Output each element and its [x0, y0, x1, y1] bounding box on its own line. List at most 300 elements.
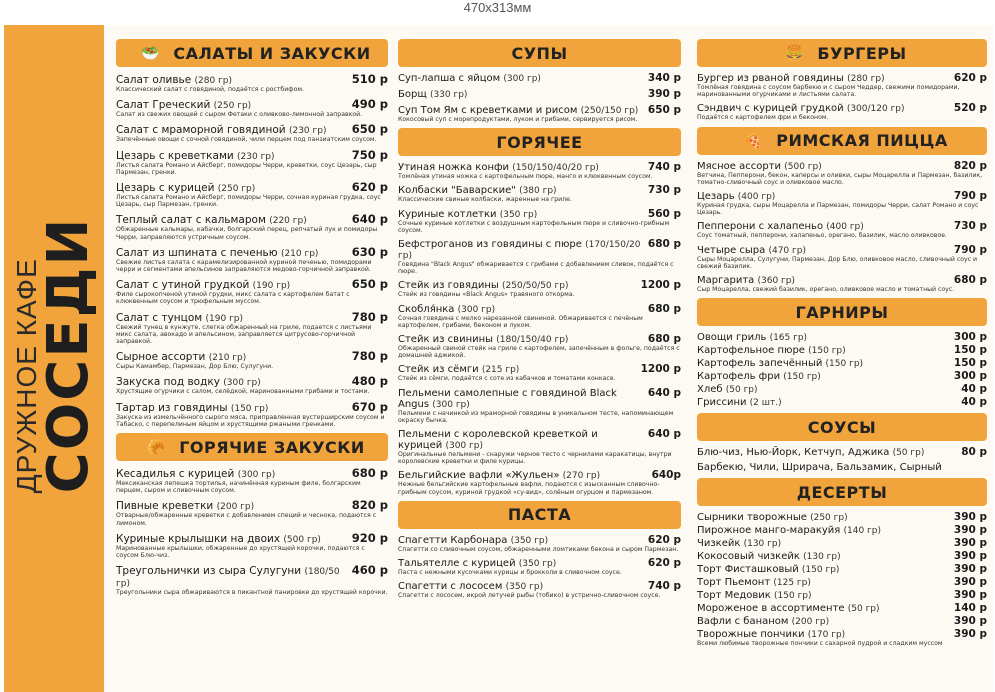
item-weight: (165 гр): [769, 333, 808, 344]
item-weight: (300 гр): [457, 304, 496, 315]
item-title: Пивные креветки: [116, 500, 214, 513]
item-price: 730 р: [647, 184, 681, 197]
item-title: Борщ: [398, 89, 427, 100]
item-title: Треугольнички из сыра Сулугуни: [116, 565, 302, 578]
menu-item-row: [116, 400, 388, 414]
menu-item: [116, 498, 388, 526]
menu-item: [697, 537, 987, 549]
item-price: 390 р: [953, 576, 987, 589]
item-name: [116, 99, 251, 111]
menu-item-row: [398, 161, 681, 173]
item-price: 150 р: [953, 357, 987, 370]
item-weight: (200 гр): [791, 617, 830, 628]
item-title: Салат Греческий: [116, 99, 211, 112]
item-price: 790 р: [953, 243, 987, 256]
menu-item: [116, 531, 388, 559]
item-price: 390 р: [647, 88, 681, 100]
item-title: Спагетти Карбонара: [398, 534, 508, 546]
section-title: САЛАТЫ И ЗАКУСКИ: [173, 43, 371, 63]
item-name: [116, 376, 261, 388]
section-hot: [398, 128, 681, 496]
section-pasta: [398, 501, 681, 600]
menu-column-2: [398, 39, 681, 692]
item-price: 140 р: [953, 602, 987, 615]
item-price: 390 р: [953, 628, 987, 641]
menu-item-row: [116, 466, 388, 480]
menu-item: [697, 550, 987, 562]
item-price: 920 р: [351, 530, 388, 545]
item-name: [398, 105, 638, 116]
menu-item-row: [697, 220, 987, 232]
item-description: Свежие листья салата с карамелизированной куриной печенью, помидорами черри и сегментами апельсинов заправляются медово-горчичной заправкой.: [116, 258, 372, 274]
item-weight: (130 гр): [743, 539, 782, 550]
item-name: [398, 535, 548, 546]
menu-item: [398, 333, 681, 359]
menu-item: [697, 72, 987, 98]
item-name: [116, 565, 348, 589]
menu-item: [398, 387, 681, 424]
item-weight: (350 гр): [510, 535, 549, 546]
item-title: Салат из шпината с печенью: [116, 246, 278, 259]
menu-item: [116, 400, 388, 428]
item-name: [697, 245, 806, 256]
section-title: ГОРЯЧИЕ ЗАКУСКИ: [179, 437, 365, 457]
item-weight: (190 гр): [205, 313, 244, 324]
item-title: Стейк из говядины: [398, 280, 499, 292]
item-title: Сырное ассорти: [116, 351, 206, 364]
item-description: Сочные куриные котлетки с воздушным картофельным пюре и сливочно-грибным соусом.: [398, 219, 670, 234]
menu-item-row: [697, 511, 987, 523]
menu-item-row: [697, 615, 987, 627]
section-banner: [697, 127, 987, 155]
item-name: [116, 247, 318, 259]
menu-item-row: [116, 148, 388, 162]
item-name: [697, 629, 845, 640]
item-price: 780 р: [351, 349, 388, 364]
item-weight: (350 гр): [499, 209, 538, 220]
item-price: 460 р: [351, 563, 388, 578]
menu-item: [398, 534, 681, 553]
menu-item-row: [116, 531, 388, 545]
item-weight: (500 гр): [283, 534, 321, 545]
menu-item-row: [398, 580, 681, 592]
menu-item: [697, 357, 987, 369]
item-description: Запечённые овощи с сочной говядиной, чили перцем под панзиатским соусом.: [116, 136, 377, 144]
menu-item-row: [116, 498, 388, 512]
item-title: Мясное ассорти: [697, 160, 782, 172]
brand-title: СОСЕДИ: [36, 216, 101, 494]
menu-item-row: [398, 72, 681, 84]
item-price: 740 р: [647, 161, 681, 174]
menu-item-row: [116, 245, 388, 259]
menu-item-row: [697, 331, 987, 343]
menu-item: [697, 602, 987, 614]
item-price: 680 р: [953, 274, 987, 287]
menu-item: [398, 161, 681, 180]
item-price: 620 р: [351, 180, 388, 195]
menu-item: [398, 469, 681, 495]
item-weight: (400 гр): [826, 222, 864, 233]
menu-item: [398, 279, 681, 298]
item-description: Листья салата Романо и Айсберг, помидоры Черри, креветки, соус Цезарь, сыр Пармезан, гренки.: [116, 161, 377, 176]
item-weight: (50 гр): [847, 604, 880, 615]
item-name: [116, 468, 275, 480]
menu-item-row: [697, 102, 987, 114]
item-name: [116, 150, 275, 162]
menu-item-row: [697, 370, 987, 382]
item-weight: (200 гр): [216, 502, 255, 513]
item-weight: (300/120 гр): [846, 104, 905, 115]
item-description: Маринованные крылышки, обжаренные до хрустящей корочки, подаются с соусом Блю-чиз.: [116, 544, 365, 560]
menu-item: [398, 580, 681, 599]
item-title: Блю-чиз, Нью-Йорк, Кетчуп, Аджика: [697, 447, 890, 459]
menu-item-row: [697, 344, 987, 356]
section-title: ГАРНИРЫ: [795, 302, 889, 322]
item-title: Пельмени с королевской креветкой и курицей: [398, 429, 598, 452]
menu-item-row: [697, 628, 987, 640]
item-price: 1200 р: [640, 279, 681, 292]
menu-column-3: [697, 39, 987, 692]
item-price: 560 р: [647, 207, 681, 220]
menu-item: [116, 97, 388, 118]
item-description: Закуска из измельчённого сырого мяса, приправленная вустерширским соусом и Табаско, с перепелиным яйцом и хрустящими ржаными гренками.: [116, 413, 385, 428]
item-weight: (215 гр): [481, 365, 520, 376]
item-name: [116, 533, 321, 545]
item-title: Творожные пончики: [697, 629, 805, 641]
item-title: Суп-лапша с яйцом: [398, 73, 501, 84]
item-name: [398, 209, 537, 220]
item-price: 150 р: [953, 344, 987, 357]
item-name: [697, 358, 863, 369]
item-title: Суп Том Ям с креветками и рисом: [398, 105, 578, 116]
item-name: [116, 402, 268, 414]
item-name: [398, 334, 568, 345]
item-title: Колбаски "Баварские": [398, 185, 516, 197]
burger-icon: 🍔: [785, 44, 804, 62]
item-description: Куриная грудка, сыры Моцарелла и Пармезан, помидоры Черри, салат Романо и соус Цезарь.: [697, 202, 979, 217]
menu-item: [398, 72, 681, 84]
item-description: Сыры Камамбер, Пармезан, Дор Блю, Сулугуни.: [116, 363, 274, 371]
item-title: Утиная ножка конфи: [398, 162, 510, 174]
item-price: 40 р: [961, 396, 987, 409]
menu-item-row: [116, 212, 388, 226]
item-name: [398, 558, 556, 569]
item-price: 390 р: [953, 563, 987, 576]
item-title: Барбекю, Чили, Шрирача, Бальзамик, Сырный: [697, 462, 942, 474]
section-salads: [116, 39, 388, 428]
item-title: Пирожное манго-маракуйя: [697, 525, 841, 537]
item-weight: (190 гр): [252, 281, 291, 292]
menu-item: [697, 589, 987, 601]
menu-item: [116, 466, 388, 494]
item-title: Стейк из сёмги: [398, 364, 479, 376]
brand-subtitle: ДРУЖНОЕ КАФЕ: [11, 258, 42, 494]
item-name: [697, 616, 829, 627]
brand-sidebar: [4, 25, 104, 692]
section-sauces: [697, 413, 987, 473]
item-weight: (300 гр): [445, 441, 483, 452]
item-name: [116, 279, 290, 291]
item-title: Бефстроганов из говядины с пюре: [398, 239, 582, 251]
item-name: [697, 538, 781, 549]
item-description: Филе сырокопченой утиной грудки, микс салата с картофелем батат с клюквенным соусом и трюфельным муссом.: [116, 291, 350, 306]
menu-item-row: [398, 469, 681, 481]
item-name: [697, 397, 782, 408]
section-banner: [697, 478, 987, 506]
section-title: СОУСЫ: [807, 417, 877, 437]
item-title: Куриные крылышки на двоих: [116, 532, 281, 545]
item-name: [116, 500, 254, 512]
item-title: Сырники творожные: [697, 512, 807, 524]
item-price: 650 р: [351, 277, 388, 292]
item-name: [398, 239, 644, 261]
item-weight: (250 гр): [213, 101, 252, 112]
menu-item: [116, 122, 388, 143]
menu-item-row: [116, 72, 388, 86]
menu-item-row: [398, 208, 681, 220]
section-title: ГОРЯЧЕЕ: [496, 132, 583, 152]
item-description: Ветчина, Пепперони, бекон, каперсы и оливки, сыры Моцарелла и Пармезан, базилик, томатно-сливочный соус и оливковое масло.: [697, 171, 983, 186]
item-description: Хрустящие огурчики с салом, селёдкой, маринованными грибами и тостами.: [116, 388, 370, 396]
item-description: Стейк из сёмги, подаётся с соте из кабачков и томатами конкасе.: [398, 375, 616, 383]
item-title: Тартар из говядины: [116, 401, 228, 414]
item-description: Обжаренные кальмары, кабачки, болгарский перец, репчатый лук и помидоры Черри, заправляются устричным соусом.: [116, 226, 378, 241]
item-title: Цезарь с креветками: [116, 149, 234, 162]
section-title: ПАСТА: [507, 505, 572, 525]
item-name: [116, 214, 307, 226]
item-name: [116, 124, 326, 136]
item-name: [398, 162, 599, 173]
menu-item: [697, 446, 987, 458]
menu-item-row: [398, 333, 681, 345]
item-title: Картофель запечённый: [697, 358, 823, 370]
item-description: Подаётся с картофелем фри и беконом.: [697, 114, 829, 122]
item-name: [398, 280, 568, 291]
menu-item: [116, 148, 388, 176]
section-hot-snacks: [116, 433, 388, 596]
menu-item: [697, 396, 987, 408]
item-price: 650 р: [351, 122, 388, 137]
item-weight: (300 гр): [223, 378, 261, 389]
item-name: [697, 590, 812, 601]
menu-item: [398, 428, 681, 465]
menu-item: [398, 88, 681, 100]
item-name: [697, 512, 848, 523]
section-desserts: [697, 478, 987, 647]
item-description: Листья салата Романо и Айсберг, помидоры Черри, сочная куриная грудка, соус Цезарь, сыр Пармезан, гренки.: [116, 194, 381, 209]
menu-item-row: [398, 303, 681, 315]
item-price: 390 р: [953, 524, 987, 537]
item-weight: (280 гр): [847, 74, 885, 84]
item-title: Куриные котлетки: [398, 208, 497, 220]
item-title: Торт Фисташковый: [697, 564, 799, 576]
menu-item-row: [697, 602, 987, 614]
item-weight: (150 гр): [783, 372, 821, 383]
menu-item: [116, 563, 388, 596]
item-name: [116, 182, 255, 194]
item-title: Скобля́нка: [398, 303, 455, 315]
item-name: [697, 551, 841, 562]
menu-item-row: [697, 396, 987, 408]
menu-page: [4, 25, 994, 692]
menu-item: [697, 524, 987, 536]
item-name: [697, 345, 846, 356]
section-burgers: [697, 39, 987, 122]
item-title: Торт Пьемонт: [697, 577, 771, 589]
item-weight: (2 шт.): [749, 398, 782, 409]
item-description: Обжаренный свиной стейк на гриле с картофелем, запечённым в фольге, подаётся с домашней аджикой.: [398, 345, 680, 360]
item-name: [697, 332, 807, 343]
menu-item: [697, 102, 987, 121]
item-weight: (250 гр): [217, 184, 256, 195]
item-price: 740 р: [647, 580, 681, 593]
menu-item: [697, 160, 987, 186]
item-title: Теплый салат с кальмаром: [116, 214, 266, 227]
item-name: [398, 388, 644, 410]
menu-item: [116, 245, 388, 273]
item-weight: (50 гр): [725, 385, 758, 396]
section-banner: [398, 501, 681, 529]
item-title: Салат оливье: [116, 74, 192, 86]
item-price: 510 р: [351, 72, 388, 86]
pastry-icon: 🥐: [146, 438, 166, 457]
item-weight: (250 гр): [810, 513, 848, 524]
item-price: 790 р: [953, 190, 987, 203]
menu-item-row: [398, 428, 681, 451]
menu-item-row: [398, 88, 681, 100]
menu-item-row: [697, 550, 987, 562]
item-description: Кокосовый суп с морепродуктами, луком и грибами, сервируется рисом.: [398, 116, 638, 123]
item-price: 40 р: [961, 383, 987, 396]
menu-item: [398, 104, 681, 123]
menu-item: [697, 344, 987, 356]
item-price: 390 р: [953, 537, 987, 550]
item-weight: (300 гр): [432, 399, 470, 410]
item-description: Сыры Моцарелла, Сулугуни, Пармезан, Дор Блю, оливковое масло, сливочный соус и свежий базилик.: [697, 255, 978, 270]
menu-item-row: [398, 238, 681, 261]
item-name: [398, 73, 541, 84]
menu-item-row: [116, 310, 388, 324]
item-weight: (300 гр): [237, 470, 276, 481]
item-description: Стейк из говядины «Black Angus» травяного откорма.: [398, 291, 575, 299]
item-description: Классический салат с говядиной, подаётся с ростбифом.: [116, 86, 304, 93]
section-title: БУРГЕРЫ: [817, 43, 907, 63]
menu-item: [398, 303, 681, 329]
item-name: [697, 384, 758, 395]
menu-item-row: [697, 244, 987, 256]
menu-item-row: [116, 180, 388, 194]
item-description: Всеми любимые творожные пончики с сахарной пудрой и сладким муссом: [697, 640, 943, 648]
item-weight: (130 гр): [803, 552, 841, 563]
menu-item-row: [116, 374, 388, 388]
item-description: Оригинальные пельмени - снаружи черное тесто с чернилами каракатицы, внутри королевские креветки и филе курицы.: [398, 451, 672, 466]
item-description: Нежные бельгийские картофельные вафли, подаются с изысканным сливочно-грибным соусом, куриной грудкой «су-вид», солёным огурцом и пармезаном.: [398, 481, 660, 496]
item-description: Классические свиные колбаски, жаренные на гриле.: [398, 196, 572, 204]
menu-item-row: [116, 277, 388, 291]
item-price: 640 р: [351, 212, 388, 227]
item-price: 650 р: [647, 104, 681, 116]
item-weight: (250/150 гр): [580, 106, 639, 116]
menu-column-1: [116, 39, 388, 692]
menu-item: [697, 244, 987, 270]
item-name: [398, 185, 557, 196]
item-weight: (400 гр): [737, 192, 776, 203]
menu-item: [398, 184, 681, 203]
menu-item: [398, 363, 681, 382]
item-name: [398, 89, 467, 100]
item-price: 680 р: [647, 333, 681, 346]
item-weight: (170/150/20 гр): [398, 240, 641, 262]
menu-item-row: [697, 72, 987, 84]
item-title: Бургер из рваной говядины: [697, 73, 844, 84]
item-name: [697, 275, 795, 286]
item-description: Сочная говядина с мелко нарезанной свининой. Обжаривается с печёным картофелем, грибами, беконом и луком.: [398, 314, 643, 329]
item-title: Спагетти с лососем: [398, 581, 503, 593]
item-name: [697, 221, 864, 232]
item-weight: (230 гр): [288, 126, 327, 137]
menu-item-row: [398, 279, 681, 291]
item-title: Сэндвич с курицей грудкой: [697, 103, 844, 115]
item-weight: (300 гр): [503, 74, 541, 84]
item-price: 340 р: [647, 72, 681, 84]
item-weight: (470 гр): [768, 245, 806, 256]
item-description: Спагетти со сливочным соусом, обжаренными ломтиками бекона и сыром Пармезан.: [398, 545, 679, 553]
item-name: [697, 447, 924, 458]
menu-item: [116, 180, 388, 208]
item-price: 680 р: [647, 302, 681, 315]
item-weight: (170 гр): [807, 630, 846, 641]
section-banner: [398, 39, 681, 67]
item-price: 300 р: [953, 370, 987, 383]
item-weight: (500 гр): [784, 161, 822, 172]
item-price: 390 р: [953, 589, 987, 602]
menu-item-row: [697, 190, 987, 202]
item-description: Соус томатный, пепперони, халапеньо, орегано, базилик, масло оливковое.: [697, 232, 948, 240]
menu-item: [697, 220, 987, 239]
menu-item: [697, 383, 987, 395]
item-price: 780 р: [351, 309, 388, 324]
menu-item-row: [697, 563, 987, 575]
item-weight: (380 гр): [519, 186, 557, 197]
section-title: СУПЫ: [511, 43, 568, 63]
menu-item: [398, 208, 681, 234]
menu-item-row: [398, 104, 681, 116]
item-weight: (350 гр): [518, 559, 557, 570]
item-name: [398, 581, 543, 592]
menu-item-row: [116, 122, 388, 136]
item-title: Закуска под водку: [116, 376, 220, 389]
item-title: Четыре сыра: [697, 244, 766, 256]
item-weight: (230 гр): [237, 151, 275, 162]
item-name: [116, 74, 232, 86]
item-weight: (150 гр): [801, 565, 840, 576]
item-title: Кокосовый чизкейк: [697, 551, 800, 563]
section-title: РИМСКАЯ ПИЦЦА: [776, 131, 948, 151]
section-banner: [697, 298, 987, 326]
item-name: [697, 191, 775, 202]
item-title: Салат с мраморной говядиной: [116, 124, 286, 137]
menu-item: [697, 563, 987, 575]
menu-item-row: [697, 274, 987, 286]
menu-item-row: [116, 349, 388, 363]
item-title: Чизкейк: [697, 538, 741, 550]
menu-item: [697, 615, 987, 627]
menu-item-row: [398, 557, 681, 569]
menu-item: [116, 72, 388, 93]
item-weight: (150/150/40/20 гр): [512, 163, 599, 174]
item-name: [697, 603, 880, 614]
item-name: [697, 371, 821, 382]
